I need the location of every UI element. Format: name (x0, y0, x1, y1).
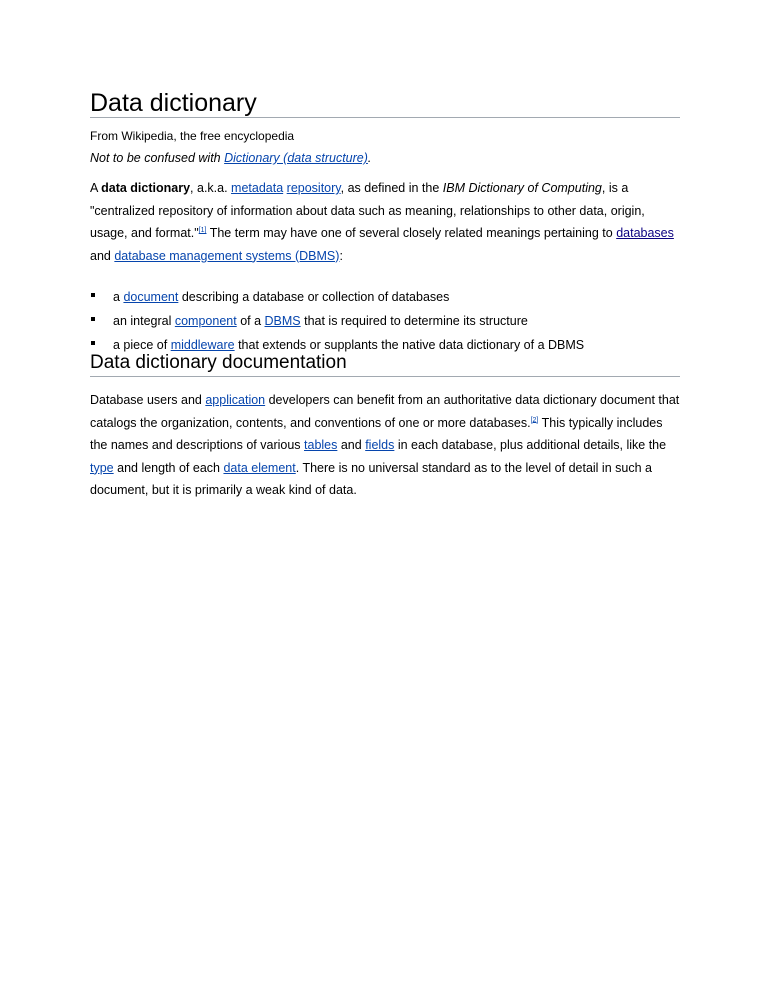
link-middleware[interactable]: middleware (170, 338, 235, 352)
meanings-list (90, 285, 680, 357)
source-title: IBM Dictionary of Computing (442, 181, 602, 195)
link-fields[interactable]: fields (365, 438, 395, 452)
bullet-square-icon (91, 293, 95, 297)
intro-text: The term may have one of several closely related meanings pertaining to (206, 226, 617, 240)
link-dbms[interactable]: database management systems (DBMS) (114, 248, 340, 263)
section-text: developers can benefit from an authoritative data dictionary document that catalogs the organization, contents, and conventions of one or more databases. (90, 393, 680, 430)
term-bold: data dictionary (101, 181, 191, 195)
link-application[interactable]: application (205, 393, 266, 407)
section-text: Database users and (90, 393, 206, 407)
link-metadata[interactable]: metadata (231, 181, 284, 195)
link-dbms-short[interactable]: DBMS (264, 314, 301, 328)
section-text: in each database, plus additional details, like the (394, 438, 667, 452)
list-item-text: that is required to determine its structure (300, 314, 528, 328)
site-tagline: From Wikipedia, the free encyclopedia (90, 129, 295, 143)
list-item (90, 285, 680, 309)
list-item-text: a (113, 290, 124, 304)
section-text: . There is no universal standard as to the level of detail in such a document, but it is primarily a weak kind of data. (90, 460, 652, 497)
hatnote (90, 150, 371, 166)
intro-text: , is a "centralized repository of information about data such as meaning, relationships to other data, origin, usage, and format." (90, 181, 645, 240)
link-tables[interactable]: tables (304, 438, 338, 452)
link-type[interactable]: type (90, 460, 114, 475)
link-dictionary-data-structure[interactable]: Dictionary (data structure) (224, 151, 368, 165)
link-component[interactable]: component (174, 314, 237, 328)
link-data-element[interactable]: data element (223, 460, 296, 475)
section-text: and length of each (113, 460, 224, 475)
hatnote-prefix: Not to be confused with (90, 151, 225, 165)
link-databases[interactable]: databases (616, 226, 674, 240)
section-text: This typically includes the names and descriptions of various (90, 415, 663, 452)
bullet-square-icon (91, 341, 95, 345)
list-item-text: an integral (113, 314, 175, 328)
intro-text: A (90, 181, 102, 195)
list-item-text: a piece of (113, 338, 171, 352)
section-paragraph (90, 389, 680, 502)
list-item (90, 309, 680, 333)
reference-1-link[interactable]: [1] (198, 226, 207, 234)
list-item-text: that extends or supplants the native data dictionary of a DBMS (234, 338, 585, 352)
bullet-square-icon (91, 317, 95, 321)
intro-paragraph (90, 177, 680, 267)
intro-text: and (90, 248, 115, 263)
list-item-text: describing a database or collection of databases (178, 290, 450, 304)
intro-text: : (339, 248, 343, 263)
intro-text: , as defined in the (340, 181, 443, 195)
section-text: and (337, 438, 366, 452)
reference-2-link[interactable]: [2] (530, 416, 539, 424)
hatnote-suffix: . (367, 151, 372, 165)
intro-text: , a.k.a. (190, 181, 232, 195)
list-item-text: of a (236, 314, 265, 328)
link-repository[interactable]: repository (286, 181, 341, 195)
link-document[interactable]: document (123, 290, 179, 304)
page-title: Data dictionary (90, 88, 680, 118)
section-heading: Data dictionary documentation (90, 352, 680, 377)
